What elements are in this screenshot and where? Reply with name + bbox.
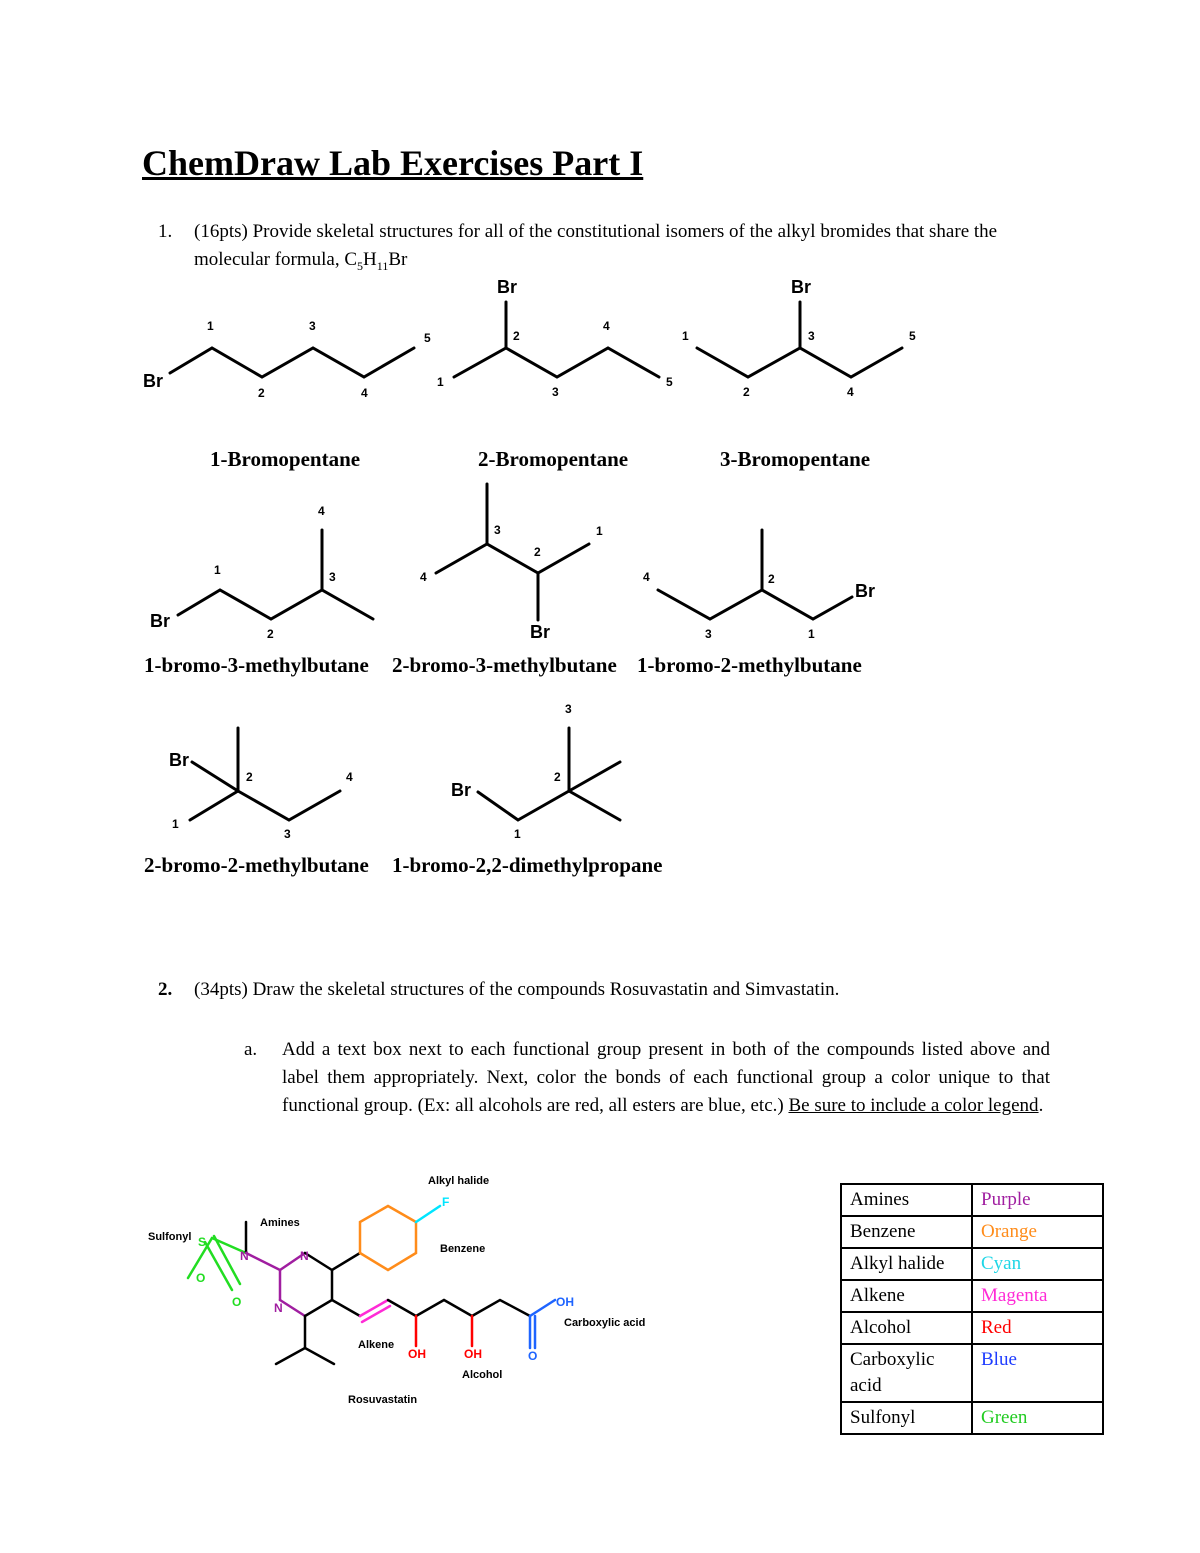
svg-text:1: 1 [514, 827, 521, 841]
bond [192, 762, 238, 791]
bond-chain [178, 590, 373, 619]
svg-text:4: 4 [643, 570, 650, 584]
svg-text:O: O [196, 1271, 206, 1285]
svg-text:2: 2 [258, 386, 265, 400]
molecule-name: 3-Bromopentane [720, 447, 871, 471]
subquestion-label: a. [244, 1039, 258, 1060]
bond-chain [697, 348, 902, 377]
svg-text:3: 3 [309, 319, 316, 333]
legend-row [841, 1280, 1103, 1312]
svg-text:4: 4 [603, 319, 610, 333]
label-alkyl-halide: Alkyl halide [428, 1175, 490, 1187]
legend-group: Alkene [841, 1280, 972, 1312]
svg-text:OH: OH [464, 1347, 482, 1361]
legend-group: Alkyl halide [841, 1248, 972, 1280]
bond-chain [238, 791, 340, 820]
svg-text:3: 3 [494, 523, 501, 537]
molecule-name: 2-bromo-2-methylbutane [144, 853, 369, 877]
bond-chain [478, 791, 569, 820]
label-carboxylic-acid: Carboxylic acid [564, 1317, 646, 1329]
bond [190, 791, 238, 820]
legend-row [841, 1402, 1103, 1434]
question-number: 1. [158, 221, 173, 242]
svg-text:1: 1 [207, 319, 214, 333]
svg-text:1: 1 [437, 375, 444, 389]
legend-row [841, 1216, 1103, 1248]
svg-text:O: O [528, 1349, 538, 1363]
compound-name: Rosuvastatin [348, 1394, 418, 1406]
legend-color: Magenta [972, 1280, 1103, 1312]
legend-color: Cyan [972, 1248, 1103, 1280]
atom-br: Br [169, 750, 190, 770]
bond-chain [436, 544, 589, 573]
label-alcohol: Alcohol [462, 1369, 503, 1381]
legend-color: Purple [972, 1184, 1103, 1216]
svg-text:3: 3 [705, 627, 712, 641]
legend-group: Alcohol [841, 1312, 972, 1344]
svg-text:5: 5 [424, 331, 431, 345]
legend-color: Green [972, 1402, 1103, 1434]
legend-group: Sulfonyl [841, 1402, 972, 1434]
svg-text:F: F [442, 1195, 450, 1209]
question-number: 2. [158, 979, 173, 1000]
svg-text:3: 3 [552, 385, 559, 399]
svg-text:2: 2 [267, 627, 274, 641]
legend-row [841, 1344, 1103, 1402]
svg-text:4: 4 [346, 770, 353, 784]
svg-text:4: 4 [847, 385, 854, 399]
label-sulfonyl: Sulfonyl [148, 1231, 192, 1243]
svg-text:2: 2 [743, 385, 750, 399]
legend-row [841, 1184, 1103, 1216]
bond-chain [658, 590, 852, 619]
svg-text:2: 2 [534, 545, 541, 559]
molecule-name: 1-Bromopentane [210, 447, 361, 471]
svg-text:1: 1 [172, 817, 179, 831]
svg-text:1: 1 [682, 329, 689, 343]
atom-br: Br [530, 622, 551, 642]
legend-group: Amines [841, 1184, 972, 1216]
svg-text:4: 4 [318, 504, 325, 518]
atom-br: Br [451, 780, 472, 800]
molecule-name: 1-bromo-2,2-dimethylpropane [392, 853, 663, 877]
molecule-name: 1-bromo-2-methylbutane [637, 653, 862, 677]
atom-br: Br [497, 277, 518, 297]
svg-text:O: O [232, 1295, 242, 1309]
svg-text:N: N [240, 1249, 249, 1263]
svg-text:1: 1 [214, 563, 221, 577]
bond-chain [170, 348, 414, 377]
svg-text:3: 3 [565, 702, 572, 716]
bond-chain [454, 348, 659, 377]
molecule-name: 2-Bromopentane [478, 447, 629, 471]
svg-text:N: N [300, 1249, 309, 1263]
legend-row [841, 1248, 1103, 1280]
svg-text:1: 1 [808, 627, 815, 641]
label-amines: Amines [260, 1217, 300, 1229]
svg-text:OH: OH [408, 1347, 426, 1361]
atom-br: Br [855, 581, 876, 601]
rosuvastatin-structure [0, 1160, 720, 1420]
bond [569, 791, 620, 820]
svg-text:S: S [198, 1235, 207, 1249]
svg-text:4: 4 [420, 570, 427, 584]
question-text: (34pts) Draw the skeletal structures of the compounds Rosuvastatin and Simvastatin. [194, 979, 840, 1000]
svg-text:1: 1 [596, 524, 603, 538]
color-legend [840, 1183, 1104, 1435]
atom-br: Br [143, 371, 164, 391]
atom-br: Br [150, 611, 171, 631]
subquestion-text: Add a text box next to each functional group present in both of the compounds listed above and label them appropriately. Next, color the bonds of each functional group a color unique to that functional group. (Ex: all alcohols are red, all esters are blue, etc.) Be sure to include a color legend. [282, 1039, 1050, 1116]
svg-text:N: N [274, 1301, 283, 1315]
legend-group: Benzene [841, 1216, 972, 1248]
svg-text:3: 3 [808, 329, 815, 343]
molecule-name: 2-bromo-3-methylbutane [392, 653, 617, 677]
svg-text:4: 4 [361, 386, 368, 400]
svg-text:3: 3 [329, 570, 336, 584]
legend-group: Carboxylic acid [841, 1344, 972, 1402]
svg-text:2: 2 [768, 572, 775, 586]
svg-text:5: 5 [666, 375, 673, 389]
molecule-name: 1-bromo-3-methylbutane [144, 653, 369, 677]
legend-row [841, 1312, 1103, 1344]
legend-color: Blue [972, 1344, 1103, 1402]
svg-text:2: 2 [554, 770, 561, 784]
question-text: (16pts) Provide skeletal structures for all of the constitutional isomers of the alkyl bromides that share the molecular formula, $C_5H_{11}Br$ [194, 221, 998, 273]
svg-text:3: 3 [284, 827, 291, 841]
legend-color: Orange [972, 1216, 1103, 1248]
label-benzene: Benzene [440, 1243, 486, 1255]
svg-text:OH: OH [556, 1295, 574, 1309]
bond [569, 762, 620, 791]
svg-text:2: 2 [246, 770, 253, 784]
svg-text:5: 5 [909, 329, 916, 343]
svg-text:2: 2 [513, 329, 520, 343]
atom-br: Br [791, 277, 812, 297]
page-title: ChemDraw Lab Exercises Part I [142, 143, 644, 183]
legend-color: Red [972, 1312, 1103, 1344]
label-alkene: Alkene [358, 1339, 395, 1351]
